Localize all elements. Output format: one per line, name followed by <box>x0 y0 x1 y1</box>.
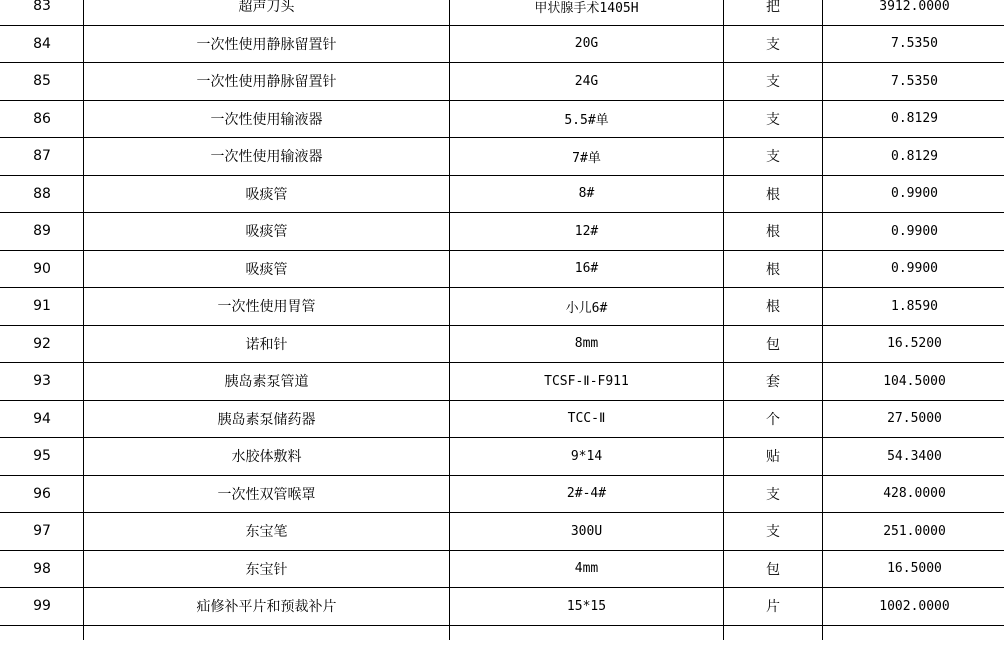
item-unit-cell: 套 <box>724 363 823 401</box>
item-spec-cell: 16# <box>450 250 724 288</box>
row-number-cell: 89 <box>1 213 84 251</box>
item-price-cell: 1002.0000 <box>823 588 1004 626</box>
item-spec-cell: 甲状腺手术1405H <box>450 0 724 25</box>
row-number-cell: 95 <box>1 438 84 476</box>
item-price-cell: 7.5350 <box>823 25 1004 63</box>
row-number-cell: 88 <box>1 175 84 213</box>
item-price-cell: 251.0000 <box>823 513 1004 551</box>
item-name-cell: 东宝针 <box>84 550 450 588</box>
row-number-cell: 97 <box>1 513 84 551</box>
table-row <box>1 25 1004 63</box>
item-price-cell: 0.9900 <box>823 213 1004 251</box>
item-unit-cell: 根 <box>724 288 823 326</box>
item-spec-cell: 20G <box>450 25 724 63</box>
table-row <box>1 100 1004 138</box>
item-unit-cell: 根 <box>724 250 823 288</box>
item-spec-cell: 15*15 <box>450 588 724 626</box>
item-name-cell: 吸痰管 <box>84 213 450 251</box>
row-number-cell: 85 <box>1 63 84 101</box>
row-number-cell: 99 <box>1 588 84 626</box>
table-row <box>1 400 1004 438</box>
table-row <box>1 138 1004 176</box>
item-spec-cell: 小儿6# <box>450 288 724 326</box>
row-number-cell: 86 <box>1 100 84 138</box>
item-unit-cell: 包 <box>724 550 823 588</box>
item-name-cell: 一次性使用输液器 <box>84 100 450 138</box>
item-name-cell: 一次性使用静脉留置针 <box>84 25 450 63</box>
item-name-cell: 一次性使用静脉留置针 <box>84 63 450 101</box>
item-spec-cell: 9*14 <box>450 438 724 476</box>
empty-cell <box>1 625 84 640</box>
table-row <box>1 0 1004 25</box>
row-number-cell: 94 <box>1 400 84 438</box>
item-unit-cell: 根 <box>724 213 823 251</box>
item-price-cell: 0.8129 <box>823 100 1004 138</box>
item-price-cell: 16.5200 <box>823 325 1004 363</box>
row-number-cell: 91 <box>1 288 84 326</box>
item-price-cell: 428.0000 <box>823 475 1004 513</box>
table-row-partial <box>1 625 1004 640</box>
table-row <box>1 438 1004 476</box>
item-name-cell: 诺和针 <box>84 325 450 363</box>
row-number-cell: 84 <box>1 25 84 63</box>
row-number-cell: 98 <box>1 550 84 588</box>
table-row <box>1 475 1004 513</box>
item-name-cell: 胰岛素泵管道 <box>84 363 450 401</box>
item-spec-cell: 8mm <box>450 325 724 363</box>
row-number-cell: 93 <box>1 363 84 401</box>
empty-cell <box>450 625 724 640</box>
item-price-cell: 0.8129 <box>823 138 1004 176</box>
table-row <box>1 175 1004 213</box>
empty-cell <box>823 625 1004 640</box>
item-spec-cell: 7#单 <box>450 138 724 176</box>
table-row <box>1 288 1004 326</box>
item-unit-cell: 把 <box>724 0 823 25</box>
item-name-cell: 东宝笔 <box>84 513 450 551</box>
item-spec-cell: TCC-Ⅱ <box>450 400 724 438</box>
item-price-cell: 0.9900 <box>823 175 1004 213</box>
item-price-cell: 104.5000 <box>823 363 1004 401</box>
item-spec-cell: 8# <box>450 175 724 213</box>
item-unit-cell: 支 <box>724 138 823 176</box>
item-unit-cell: 支 <box>724 25 823 63</box>
item-unit-cell: 包 <box>724 325 823 363</box>
table-row <box>1 250 1004 288</box>
item-name-cell: 胰岛素泵储药器 <box>84 400 450 438</box>
item-spec-cell: 2#-4# <box>450 475 724 513</box>
item-price-cell: 7.5350 <box>823 63 1004 101</box>
item-name-cell: 吸痰管 <box>84 175 450 213</box>
item-spec-cell: 4mm <box>450 550 724 588</box>
item-unit-cell: 根 <box>724 175 823 213</box>
item-spec-cell: 300U <box>450 513 724 551</box>
item-price-cell: 54.3400 <box>823 438 1004 476</box>
row-number-cell: 87 <box>1 138 84 176</box>
table-row <box>1 213 1004 251</box>
item-unit-cell: 个 <box>724 400 823 438</box>
item-name-cell: 吸痰管 <box>84 250 450 288</box>
row-number-cell: 83 <box>1 0 84 25</box>
item-unit-cell: 支 <box>724 63 823 101</box>
item-price-cell: 3912.0000 <box>823 0 1004 25</box>
item-price-cell: 27.5000 <box>823 400 1004 438</box>
item-price-cell: 16.5000 <box>823 550 1004 588</box>
table-row <box>1 363 1004 401</box>
table-row <box>1 513 1004 551</box>
empty-cell <box>724 625 823 640</box>
table-row <box>1 63 1004 101</box>
item-name-cell: 一次性使用输液器 <box>84 138 450 176</box>
item-spec-cell: TCSF-Ⅱ-F911 <box>450 363 724 401</box>
item-name-cell: 一次性使用胃管 <box>84 288 450 326</box>
row-number-cell: 90 <box>1 250 84 288</box>
table-row <box>1 550 1004 588</box>
table-row <box>1 325 1004 363</box>
empty-cell <box>84 625 450 640</box>
item-unit-cell: 支 <box>724 513 823 551</box>
row-number-cell: 92 <box>1 325 84 363</box>
item-unit-cell: 支 <box>724 475 823 513</box>
item-unit-cell: 片 <box>724 588 823 626</box>
item-price-cell: 0.9900 <box>823 250 1004 288</box>
item-spec-cell: 12# <box>450 213 724 251</box>
item-price-cell: 1.8590 <box>823 288 1004 326</box>
table-row <box>1 588 1004 626</box>
item-unit-cell: 支 <box>724 100 823 138</box>
table-body <box>1 0 1004 640</box>
item-unit-cell: 贴 <box>724 438 823 476</box>
item-name-cell: 一次性双管喉罩 <box>84 475 450 513</box>
item-spec-cell: 5.5#单 <box>450 100 724 138</box>
item-name-cell: 水胶体敷料 <box>84 438 450 476</box>
item-name-cell: 超声刀头 <box>84 0 450 25</box>
item-spec-cell: 24G <box>450 63 724 101</box>
row-number-cell: 96 <box>1 475 84 513</box>
item-name-cell: 疝修补平片和预裁补片 <box>84 588 450 626</box>
